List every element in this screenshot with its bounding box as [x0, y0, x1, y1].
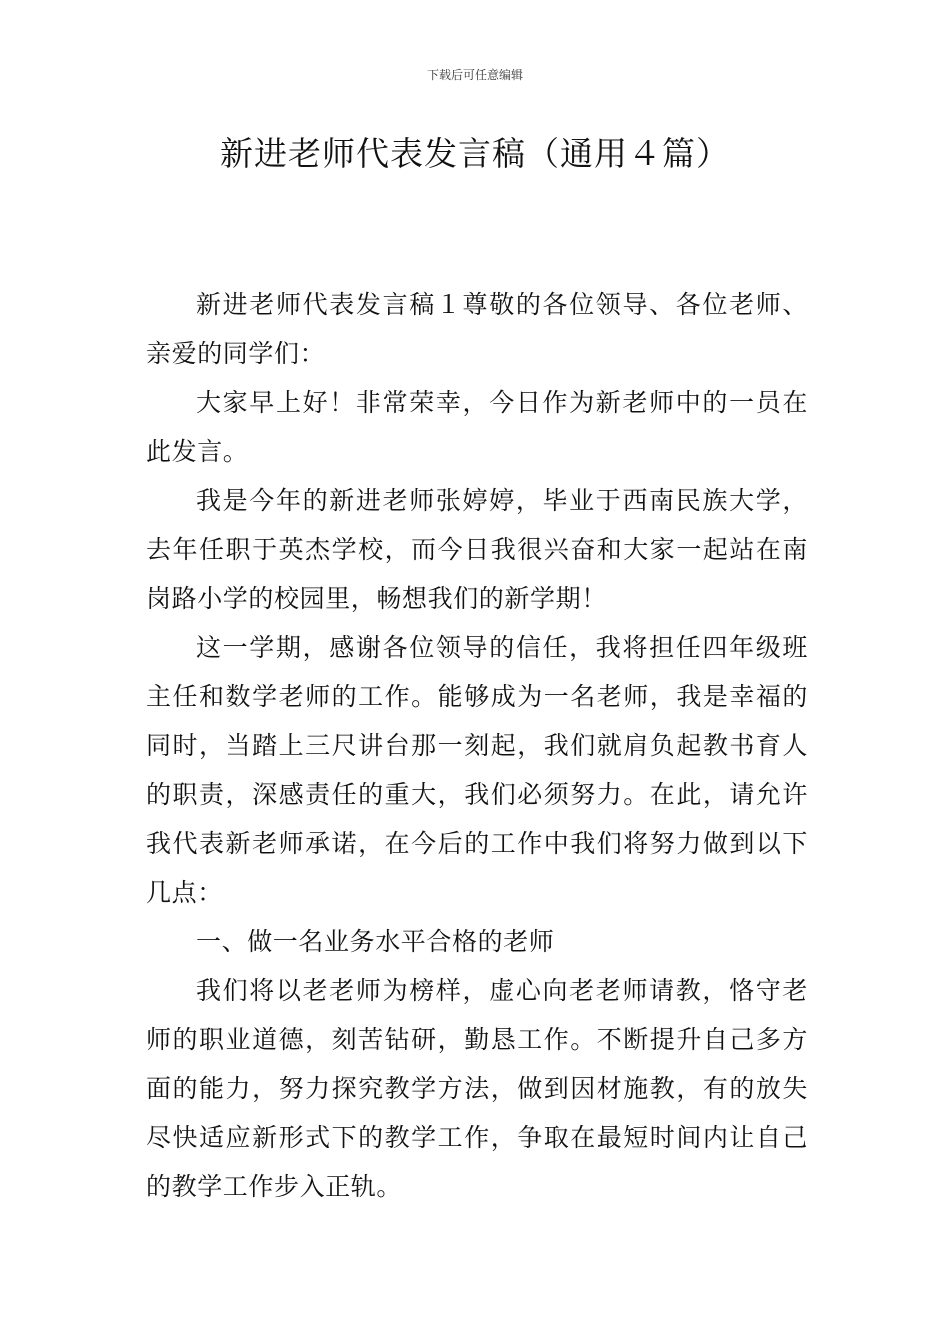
paragraph-3: 我是今年的新进老师张婷婷，毕业于西南民族大学，去年任职于英杰学校，而今日我很兴奋和大家一起站在南岗路小学的校园里，畅想我们的新学期！ [146, 486, 808, 613]
paragraph-2: 大家早上好！非常荣幸，今日作为新老师中的一员在此发言。 [146, 388, 808, 466]
document-title: 新进老师代表发言稿（通用４篇） [220, 134, 730, 173]
paragraph-5: 我们将以老老师为榜样，虚心向老老师请教，恪守老师的职业道德，刻苦钻研，勤恳工作。不断提升自己多方面的能力，努力探究教学方法，做到因材施教，有的放失尽快适应新形式下的教学工作，争取在最短时间内让自己的教学工作步入正轨。 [146, 976, 808, 1201]
paragraph-1: 新进老师代表发言稿１尊敬的各位领导、各位老师、亲爱的同学们： [146, 290, 808, 368]
paragraph-4: 这一学期，感谢各位领导的信任，我将担任四年级班主任和数学老师的工作。能够成为一名老师，我是幸福的同时，当踏上三尺讲台那一刻起，我们就肩负起教书育人的职责，深感责任的重大，我们必须努力。在此，请允许我代表新老师承诺，在今后的工作中我们将努力做到以下几点： [146, 633, 808, 907]
header-note: 下载后可任意编辑 [426, 68, 523, 82]
section-heading: 一、做一名业务水平合格的老师 [196, 927, 555, 956]
document-body [146, 280, 808, 1211]
